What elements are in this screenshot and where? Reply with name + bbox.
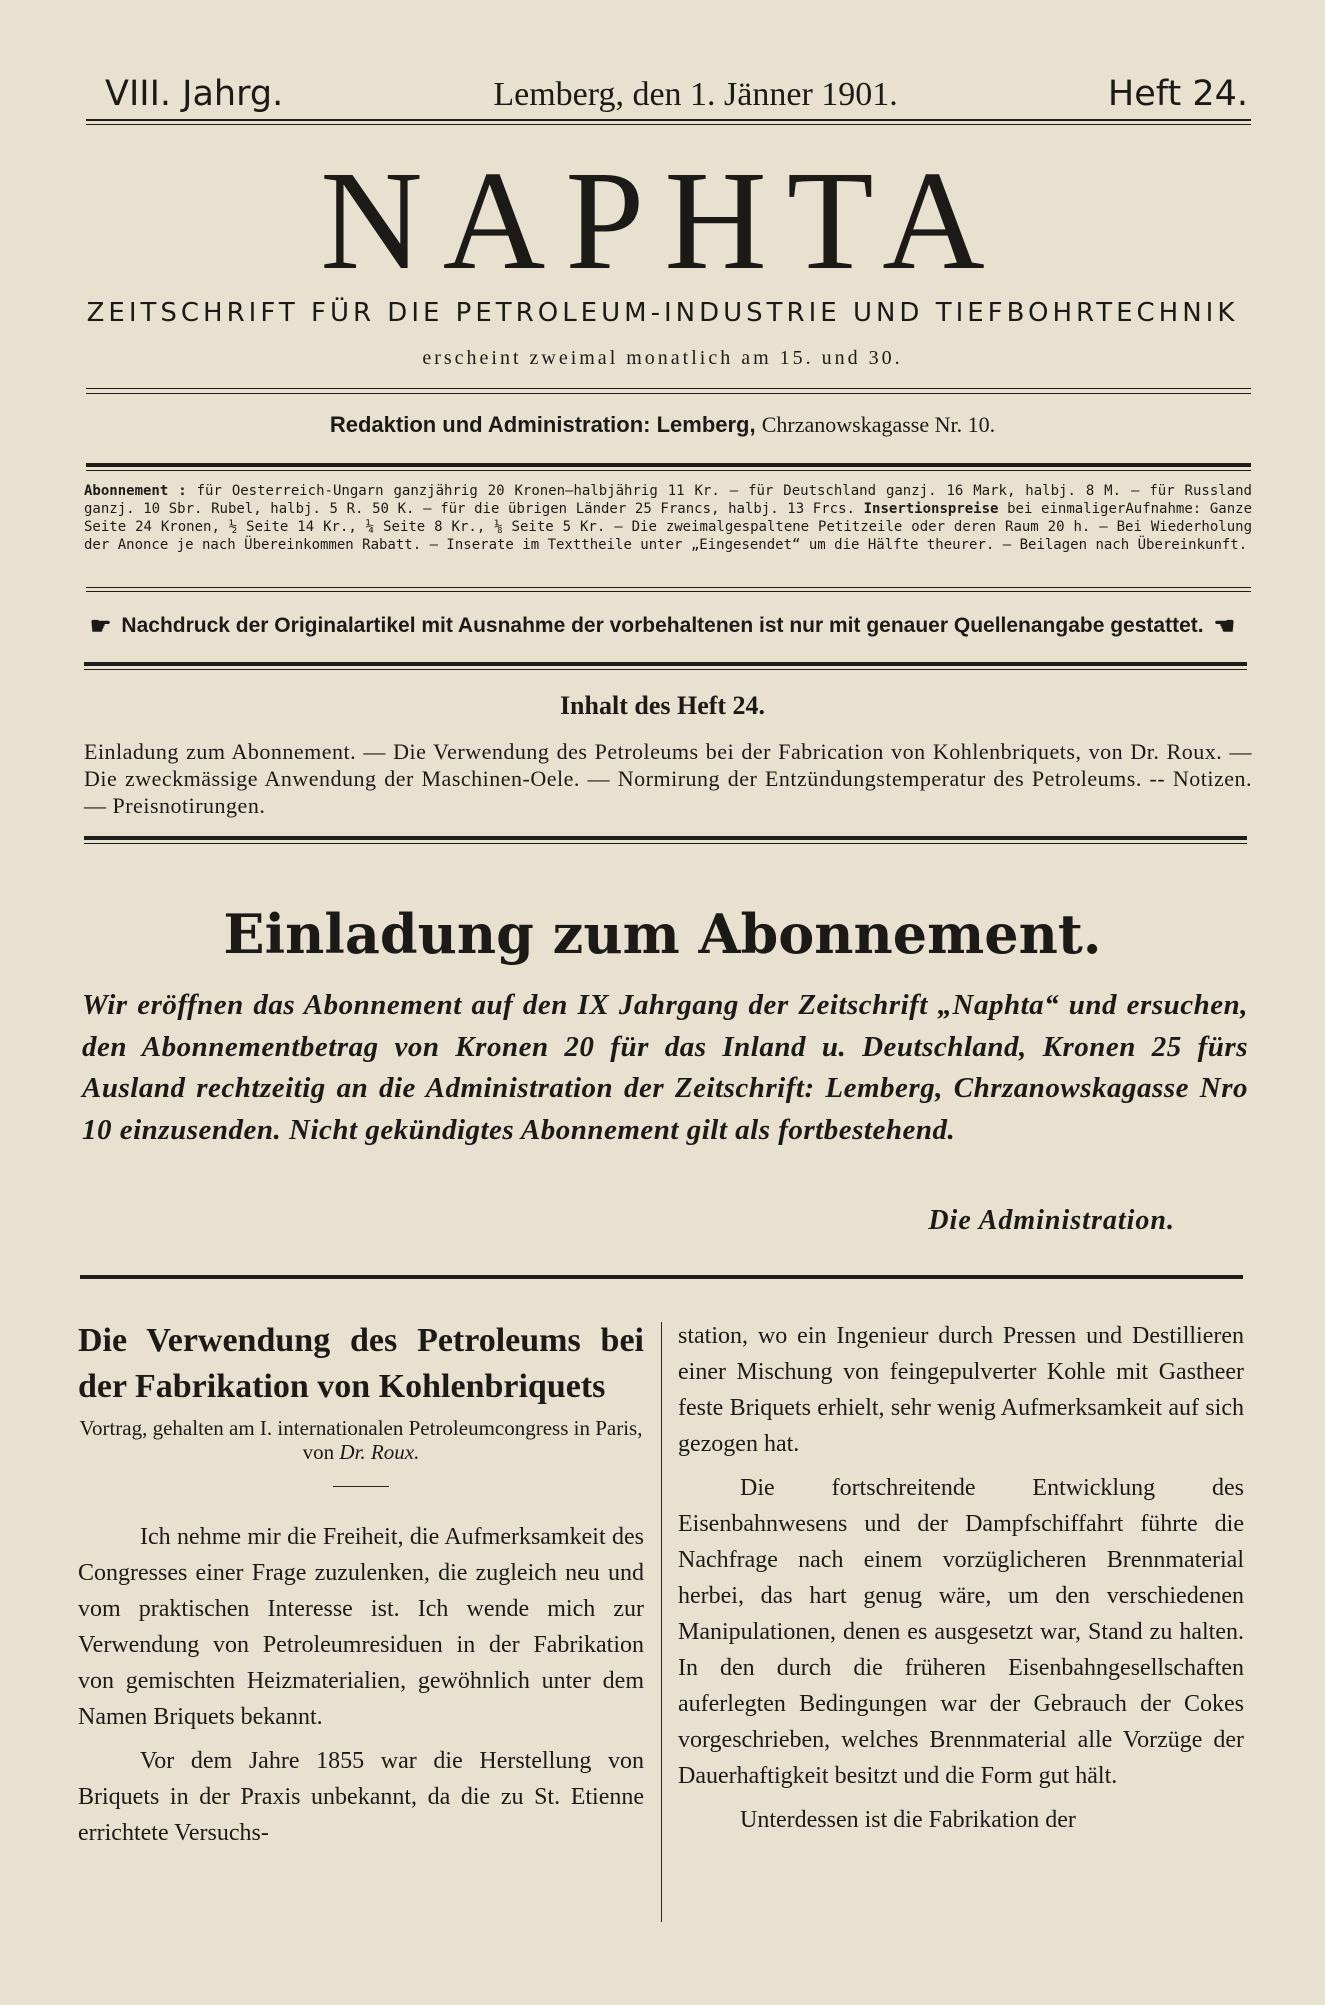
article-column-left xyxy=(78,1318,644,1859)
subscription-label: Abonnement : xyxy=(84,483,187,499)
article-subtitle-text: Vortrag, gehalten am I. internationalen Petroleumcongress in Paris, von xyxy=(79,1416,643,1464)
publication-frequency: erscheint zweimal monatlich am 15. und 30. xyxy=(422,347,903,369)
reprint-notice-text: Nachdruck der Originalartikel mit Ausnahme der vorbehaltenen ist nur mit genauer Quellenangabe gestattet. xyxy=(121,614,1204,638)
article-paragraph: Vor dem Jahre 1855 war die Herstellung von Briquets in der Praxis unbekannt, da die zu St. Etienne errichtete Versuchs- xyxy=(78,1748,644,1846)
invitation-heading: Einladung zum Abonnement. xyxy=(223,902,1102,966)
article-paragraph: Die fortschreitende Entwicklung des Eisenbahnwesens und der Dampfschiffahrt führte die Nachfrage nach einem vorzüglicheren Brennmaterial herbei, das hart genug wäre, um den verschiedenen Manipulationen, denen es ausgesetzt war, Stand zu halten. In den durch die früheren Eisenbahngesellschaften auferlegten Bedingungen war der Gebrauch der Cokes vorgeschrieben, welches Brennmaterial alle Vorzüge der Dauerhaftigkeit besitzt und die Form gut hält. xyxy=(678,1475,1244,1789)
contents-text: Einladung zum Abonnement. — Die Verwendung des Petroleums bei der Fabrication von Kohlenbriquets, von Dr. Roux. — Die zweckmässige Anwendung der Maschinen-Oele. — Normirung der Entzündungstemperatur des Petroleums. -- Notizen. — Preisnotirungen. xyxy=(84,739,1252,818)
masthead-rule-bottom xyxy=(86,124,1251,125)
divider-2b xyxy=(86,470,1251,471)
article-author: Dr. Roux. xyxy=(339,1440,420,1464)
pointing-hand-right-icon: ☛ xyxy=(89,613,112,640)
column-divider xyxy=(661,1322,662,1922)
masthead xyxy=(105,74,1248,120)
divider-3b xyxy=(86,591,1251,592)
divider-2a xyxy=(86,463,1251,467)
subscription-text: für Oesterreich-Ungarn ganzjährig 20 Kronen—halbjährig 11 Kr. — für Deutschland ganzj. 16 Mark, halbj. 8 M. — für Russland ganzj. 10 Sbr. Rubel, halbj. 5 R. 50 K. — für die übrigen Länder 25 Francs, halbj. 13 Frcs. xyxy=(84,483,1252,517)
invitation-text: Wir eröffnen das Abonnement auf den IX Jahrgang der Zeitschrift „Naphta“ und ersuchen, den Abonnementbetrag von Kronen 20 für das Inland u. Deutschland, Kronen 25 fürs Ausland rechtzeitig an die Administration der Zeitschrift: Lemberg, Chrzanowskagasse Nro 10 einzusenden. Nicht gekündigtes Abonnement gilt als fortbestehend. xyxy=(82,989,1248,1146)
divider-4b xyxy=(84,669,1247,670)
divider-1b xyxy=(86,393,1251,394)
divider-5b xyxy=(84,843,1247,844)
article-paragraph: Unterdessen ist die Fabrikation der xyxy=(740,1807,1076,1833)
short-divider xyxy=(333,1486,389,1487)
issue-number: Heft 24. xyxy=(1107,74,1248,114)
pointing-hand-left-icon: ☚ xyxy=(1213,613,1236,640)
contents-heading: Inhalt des Heft 24. xyxy=(559,691,766,720)
divider-1a xyxy=(86,388,1251,389)
journal-subtitle: ZEITSCHRIFT FÜR DIE PETROLEUM-INDUSTRIE UND TIEFBOHRTECHNIK xyxy=(86,298,1239,328)
divider-6 xyxy=(80,1275,1243,1279)
subscription-terms xyxy=(84,482,1252,554)
article-paragraph: Ich nehme mir die Freiheit, die Aufmerksamkeit des Congresses einer Frage zuzulenken, die zugleich neu und vom praktischen Interesse ist. Ich wende mich zur Verwendung von Petroleumresiduen in der Fabrikation von gemischten Heizmaterialien, gewöhnlich unter dem Namen Briquets bekannt. xyxy=(78,1524,644,1730)
editorial-office-address: Chrzanowskagasse Nr. 10. xyxy=(761,412,996,437)
article-paragraph: station, wo ein Ingenieur durch Pressen und Destillieren einer Mischung von feingepulverter Kohle mit Gastheer feste Briquets erhielt, sehr wenig Aufmerksamkeit auf sich gezogen hat. xyxy=(678,1323,1244,1457)
divider-5a xyxy=(84,836,1247,840)
advertising-label: Insertionspreise xyxy=(863,501,999,517)
reprint-notice xyxy=(0,612,1325,641)
advertising-text: bei einmaligerAufnahme: Ganze Seite 24 Kronen, ½ Seite 14 Kr., ¼ Seite 8 Kr., ⅛ Seite 5 Kr. — Die zweimalgespaltene Petitzeile oder deren Raum 20 h. — Bei Wiederholung der Anonce je nach Übereinkommen Rabatt. — Inserate im Texttheile unter „Eingesendet“ um die Hälfte theurer. — Beilagen nach Übereinkunft. xyxy=(84,501,1252,553)
divider-4a xyxy=(84,662,1247,666)
article-subtitle xyxy=(78,1416,644,1464)
article-column-right xyxy=(678,1318,1244,1846)
divider-3a xyxy=(86,587,1251,588)
dateline: Lemberg, den 1. Jänner 1901. xyxy=(493,76,898,113)
invitation-signature: Die Administration. xyxy=(928,1205,1175,1236)
editorial-office xyxy=(0,412,1325,438)
journal-title: NAPHTA xyxy=(320,141,1005,299)
masthead-rule-top xyxy=(86,119,1251,121)
editorial-office-label: Redaktion und Administration: Lemberg, xyxy=(329,412,756,437)
volume-label: VIII. Jahrg. xyxy=(105,74,284,114)
article-title: Die Verwendung des Petroleums bei der Fabrikation von Kohlenbriquets xyxy=(78,1322,644,1405)
